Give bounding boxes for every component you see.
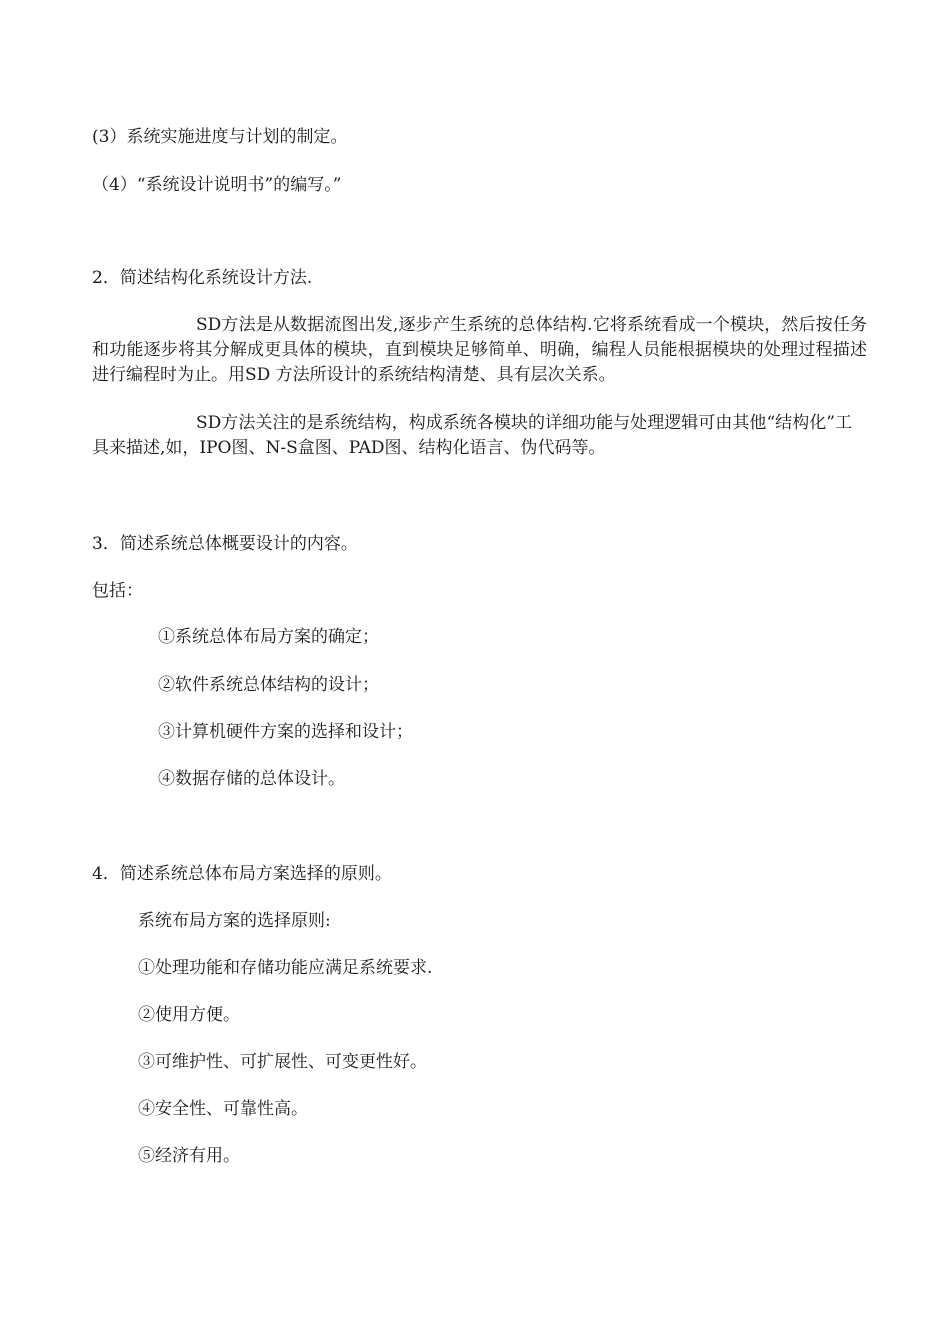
section-3-item-3: ③计算机硬件方案的选择和设计； xyxy=(158,722,413,742)
section-4-item-1: ①处理功能和存储功能应满足系统要求. xyxy=(138,958,433,978)
item-4: （4）“系统设计说明书”的编写。” xyxy=(92,175,342,195)
section-4-item-5: ⑤经济有用。 xyxy=(138,1146,240,1166)
section-2-paragraph-1: SD方法是从数据流图出发,逐步产生系统的总体结构.它将系统看成一个模块，然后按任务和功能逐步将其分解成更具体的模块，直到模块足够简单、明确，编程人员能根据模块的处理过程描述进行编程时为止。用SD 方法所设计的系统结构清楚、具有层次关系。 xyxy=(92,315,867,385)
section-4-heading: 4．简述系统总体布局方案选择的原则。 xyxy=(92,864,392,884)
section-4-item-4: ④安全性、可靠性高。 xyxy=(138,1099,308,1119)
section-2-paragraph-2: SD方法关注的是系统结构，构成系统各模块的详细功能与处理逻辑可由其他“结构化”工具来描述,如，IPO图、N-S盒图、PAD图、结构化语言、伪代码等。 xyxy=(92,413,852,458)
section-3-item-1: ①系统总体布局方案的确定； xyxy=(158,627,379,647)
section-3-heading: 3．简述系统总体概要设计的内容。 xyxy=(92,534,358,554)
section-4-item-2: ②使用方便。 xyxy=(138,1005,240,1025)
item-3: (3）系统实施进度与计划的制定。 xyxy=(92,127,348,147)
section-4-item-3: ③可维护性、可扩展性、可变更性好。 xyxy=(138,1052,427,1072)
section-3-item-4: ④数据存储的总体设计。 xyxy=(158,769,345,789)
section-4-intro: 系统布局方案的选择原则: xyxy=(138,911,331,931)
section-2-heading: 2．简述结构化系统设计方法. xyxy=(92,268,313,288)
section-3-item-2: ②软件系统总体结构的设计； xyxy=(158,675,379,695)
section-3-intro: 包括： xyxy=(92,581,143,601)
